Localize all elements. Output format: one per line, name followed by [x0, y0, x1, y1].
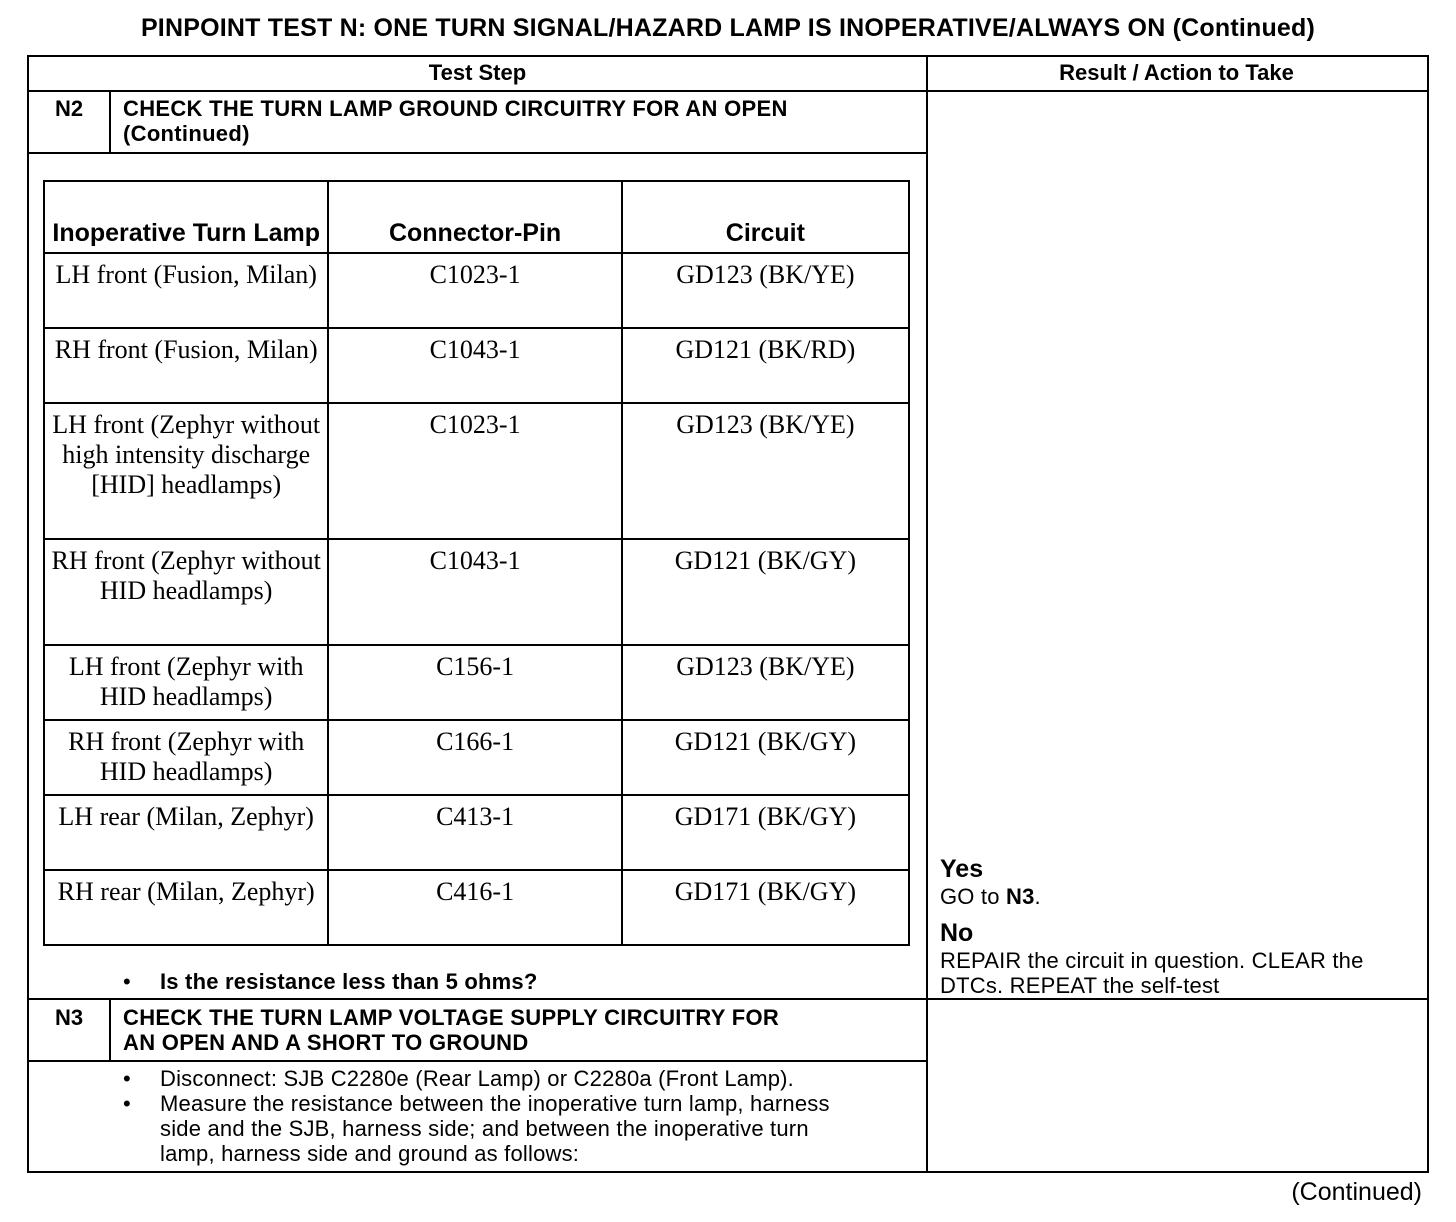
step-divider-n2-n3: [27, 998, 1427, 1000]
step-id-divider-n2: [109, 90, 111, 153]
lamp-cell: LH rear (Milan, Zephyr): [44, 795, 328, 870]
lamp-cell: LH front (Fusion, Milan): [44, 253, 328, 328]
table-row: [44, 328, 909, 403]
page-title: PINPOINT TEST N: ONE TURN SIGNAL/HAZARD LAMP IS INOPERATIVE/ALWAYS ON (Continued): [140, 14, 1316, 42]
table-row: [44, 253, 909, 328]
column-divider: [926, 55, 928, 1171]
column-header-connector-pin-text: Connector-Pin: [388, 219, 562, 247]
lamp-cell: LH front (Zephyr with HID headlamps): [44, 645, 328, 720]
table-row: [44, 645, 909, 720]
lamp-cell: RH rear (Milan, Zephyr): [44, 870, 328, 945]
go-to-n3-link[interactable]: N3: [1006, 884, 1035, 909]
step-header-divider-n3: [27, 1060, 927, 1062]
table-row: [44, 403, 909, 539]
header-divider: [27, 90, 1427, 92]
lamp-cell: RH front (Zephyr with HID headlamps): [44, 720, 328, 795]
step-id-n3: N3: [54, 1005, 84, 1030]
result-no-label: No: [940, 919, 974, 947]
connector-pin-cell: C1023-1: [328, 403, 621, 539]
circuit-cell: GD121 (BK/GY): [622, 720, 909, 795]
bullet-dot: •: [123, 969, 131, 994]
circuit-cell: GD171 (BK/GY): [622, 795, 909, 870]
step-title-n2-line2: (Continued): [123, 121, 250, 146]
table-row: [44, 539, 909, 645]
connector-pin-cell: C1043-1: [328, 328, 621, 403]
connector-pin-cell: C1043-1: [328, 539, 621, 645]
lamp-cell: RH front (Zephyr without HID headlamps): [44, 539, 328, 645]
column-header-circuit-text: Circuit: [725, 219, 805, 247]
lamp-cell: RH front (Fusion, Milan): [44, 328, 328, 403]
lamp-cell: LH front (Zephyr without high intensity discharge [HID] headlamps): [44, 403, 328, 539]
continued-footer: (Continued): [1291, 1178, 1422, 1206]
step-header-divider-n2: [27, 152, 927, 154]
step-id-n2: N2: [54, 96, 84, 121]
step-title-n2: [123, 96, 923, 146]
column-header-connector-pin: [328, 181, 621, 253]
result-yes-label: Yes: [940, 855, 984, 883]
ground-circuit-table: [43, 180, 910, 946]
result-yes-prefix: GO to: [940, 884, 1006, 909]
circuit-cell: GD123 (BK/YE): [622, 253, 909, 328]
column-header-lamp-text: Inoperative Turn Lamp: [52, 219, 321, 247]
connector-pin-cell: C413-1: [328, 795, 621, 870]
connector-pin-cell: C166-1: [328, 720, 621, 795]
bullet-dot: •: [123, 1091, 131, 1116]
resistance-question-text: Is the resistance less than 5 ohms?: [160, 969, 538, 994]
table-header-row: [44, 181, 909, 253]
n3-bullet-1-text: Disconnect: SJB C2280e (Rear Lamp) or C2280a (Front Lamp).: [160, 1066, 794, 1091]
result-no-action-line1: REPAIR the circuit in question. CLEAR the: [940, 948, 1364, 973]
circuit-cell: GD171 (BK/GY): [622, 870, 909, 945]
step-title-n3-line1: CHECK THE TURN LAMP VOLTAGE SUPPLY CIRCUITRY FOR: [123, 1005, 780, 1030]
column-header-lamp: [44, 181, 328, 253]
connector-pin-cell: C156-1: [328, 645, 621, 720]
n3-bullet-2-text: Measure the resistance between the inoperative turn lamp, harness side and the SJB, harness side; and between the inoperative turn lamp, harness side and ground as follows:: [160, 1091, 830, 1166]
step-title-n2-line1: CHECK THE TURN LAMP GROUND CIRCUITRY FOR AN OPEN: [123, 96, 788, 121]
test-step-header: Test Step: [428, 60, 527, 85]
step-title-n3-line2: AN OPEN AND A SHORT TO GROUND: [123, 1030, 529, 1055]
result-header: Result / Action to Take: [1059, 60, 1294, 85]
bullet-dot: •: [123, 1066, 131, 1091]
connector-pin-cell: C416-1: [328, 870, 621, 945]
table-row: [44, 795, 909, 870]
circuit-cell: GD123 (BK/YE): [622, 403, 909, 539]
step-id-divider-n3: [109, 998, 111, 1061]
table-row: [44, 870, 909, 945]
column-header-circuit: [622, 181, 909, 253]
table-row: [44, 720, 909, 795]
step-title-n3: [123, 1005, 923, 1055]
connector-pin-cell: C1023-1: [328, 253, 621, 328]
circuit-cell: GD121 (BK/RD): [622, 328, 909, 403]
result-yes-suffix: .: [1034, 884, 1041, 909]
result-n2: [940, 855, 1425, 998]
result-yes-action: [940, 884, 1425, 909]
circuit-cell: GD123 (BK/YE): [622, 645, 909, 720]
circuit-cell: GD121 (BK/GY): [622, 539, 909, 645]
result-no-action-line2: DTCs. REPEAT the self-test: [940, 973, 1220, 998]
